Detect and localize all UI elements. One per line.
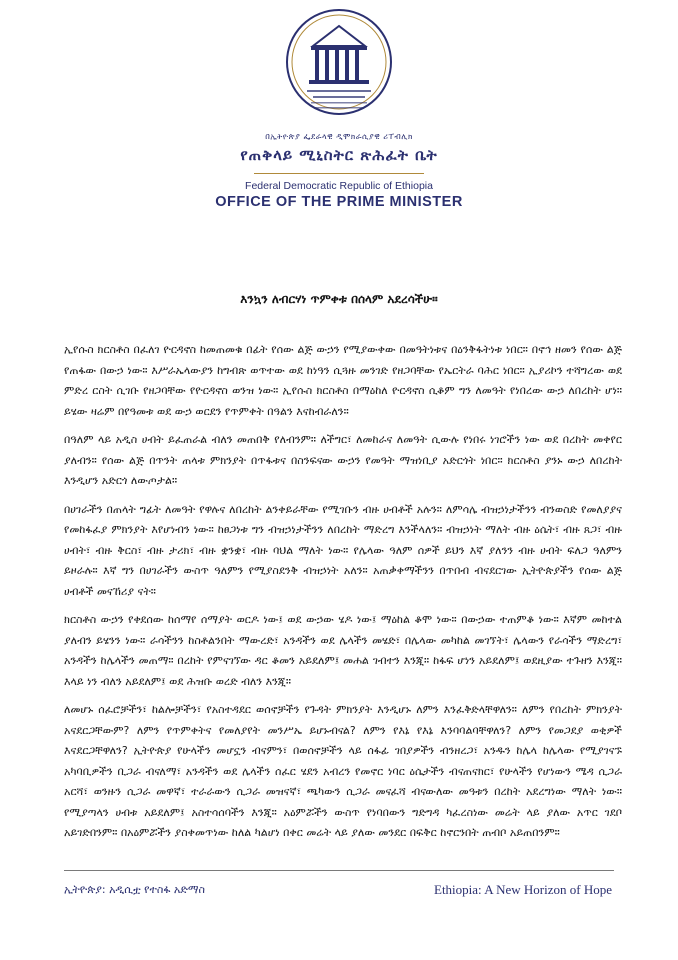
amharic-office-title: የጠቅላይ ሚኒስትር ጽሕፈት ቤት (240, 146, 438, 164)
prime-minister-office-emblem (273, 6, 405, 130)
paragraph: ክርስቶስ ውኃን የቀደሰው ከሰማየ ሰማያት ወርዶ ነው፤ ወደ ውኃው ሄዶ ነው፤ ማዕከል ቆሞ ነው። በውኃው ተጠምቆ ነው። እኛም መከተል ያለብን ይሄንን ነው። ራሳችንን ከስቶልንበት ማውረድ፣ አንዳችን ወደ ሌላችን መሄድ፣ በሌላው መካከል መገኘት፣ ሌላውን የራሳችን ማድረግ፣ አንዳችን ከሌላችን መጠማ። በረከት የምናገኘው ዳር ቆመን አይደለም፤ መሐል ገብተን እንጂ። ከፋፍ ሆነን አይደለም፤ ወደዚያው ተጉዘን እንጂ። እላይ ነን ብለን አይደለም፤ ወደ ሕዝቡ ወረድ ብለን እንጂ። (64, 613, 622, 688)
english-office-title: OFFICE OF THE PRIME MINISTER (215, 194, 463, 210)
document-body (64, 340, 622, 852)
paragraph: ለመሆኑ ሰፈሮቻችን፣ ከልሎቻችን፣ የአስተዳደር ወሰኖቻችን የጉዳት ምክንያት እንዲሆኑ ለምን እንፈቅድላቸዋለን። ለምን የበረከት ምክንያት አናደርጋቸውም? ለምን የጥምቀትና የመለያየት መንሥኤ ይሆኑብናል? ለምን የእኔ የእኔ እንባባልባቸዋለን? ለምን የመጋደያ ወቂዎች እናደርጋቸዋለን? ኢትዮጵያ የሁላችን መሆኗን ብናምን፣ በወሰኖቻችን ላይ ሰፋፊ ገበያዎችን ብንዘረጋ፣ አንዱን ከሌላ ከሌላው የሚያገናኙ አካባቢዎችን ቢጋራ ብናለማ፣ አንዳችን ወደ ሌላችን ሰፈር ሄደን አብረን የመኖር ነባር ዕሴታችን ብናጠናክር፣ የሁላችን የሆነውን ሜዳ ሲጋራ አርሻ፣ ወንዙን ሲጋራ መዋኛ፣ ተራራውን ሲጋራ መዝናኛ፣ ጫካውን ሲጋራ መናፈሻ ብናውለው መዓቱን በረከት አደረግነው ማለት ነው። የሚያጣላን ሀብቱ አይደለም፤ አስተሳሰባችን እንጂ። አዕምሯችን ውስጥ የነባበውን ግድግዳ ካፈረስነው መሬት ላይ ያለው አጥር ገደቦ አይገድበንም። በአዕምሯችን ያስቀመጥነው ከለል ካልሆነ በቀር መሬት ላይ ያለው መንደር በፍቅር ከኖርንበት ጠብቦ አይጠበንም። (64, 703, 622, 839)
document-title: እንኳን ለብርሃነ ጥምቀቱ በሰላም አደረሳችሁ። (240, 292, 438, 306)
footer-amharic-slogan: ኢትዮጵያ: አዲሲቷ የተስፋ አድማስ (64, 883, 205, 896)
footer-english-slogan: Ethiopia: A New Horizon of Hope (434, 882, 612, 897)
footer-divider (64, 870, 614, 871)
header-divider (254, 173, 424, 174)
paragraph: በዓለም ላይ አዲስ ሀብት ይፈጠራል ብለን መጠበቅ የለብንም። ለችግር፣ ለመከራና ለመዓት ሲውሉ የነበሩ ነገሮችን ነው ወደ በረከት መቀየር ያለብን። የሰው ልጅ በጥንት ጠላቱ ምክንያት በጥፋቱና በስንፍናው ውኃን የመዓት ማዝነቢያ አድርጎት ነበር። ክርስቶስ ያንኑ ውኃ ለበረከት እንዲሆን አድርጎ ለውጦታል። (64, 433, 622, 487)
paragraph: ኢየሱስ ክርስቶስ በፈለገ ዮርዳኖስ ከመጠመቁ በፊት የሰው ልጅ ውኃን የሚያውቀው በመዓትነቱና በዕንቅፋትነቱ ነበር። በኖኅ ዘመን የሰው ልጅ የጠፋው በውኃ ነው። እሥራኤላውያን ከግብጽ ወጥተው ወደ ከነዓን ሲጓዙ መንገድ የዘጋባቸው የኤርትራ ባሕር ነበር። ኢያሪኮን ተሻግረው ወደ ምድረ ርስት ሲገቡ የዘጋባቸው የዮርዳኖስ ወንዝ ነው። ኢየሱስ ክርስቶስ በማዕከለ ዮርዳኖስ ሲቆም ግን ለመዓት የነበረው ውኃ ለበረከት ሆነ። ይሄው ዛሬም በየዓመቱ ወደ ውኃ ወርደን የጥምቀት በዓልን እናከብራለን። (64, 343, 622, 418)
amharic-subtitle: በኢትዮጵያ ፌደራላዊ ዲሞክራሲያዊ ሪፐብሊክ (265, 132, 413, 141)
paragraph: በሀገራችን በጠላት ግፊት ለመዓት የዋሉና ለበረከት ልንቀይራቸው የሚገቡን ብዙ ሀብቶች አሉን። ለምሳሌ ብዝኃነታችንን ብንወስድ የመለያያና የመከፋፈያ ምክንያት እየሆነብን ነው። ከፀጋነቱ ግን ብዝኃነታችንን ለበረከት ማድረግ እንችላለን። ብዝኃነት ማለት ብዙ ዕሴት፣ ብዙ ጸጋ፣ ብዙ ሀብት፣ ብዙ ቅርስ፣ ብዙ ታሪክ፣ ብዙ ቋንቋ፣ ብዙ ባህል ማለት ነው። የሌላው ዓለም ሰዎች ይህን እኛ ያለንን ብዙ ሀብት ፍለጋ ዓለምን ይዞራሉ። እኛ ግን በሀገራችን ውስጥ ዓለምን የሚያስደንቅ ብዝኃነት አለን። አጠቃቀማችንን በጥበብ ብናደርገው ኢትዮጵያችን የሰው ልጅ ሀብቶች መናኸሪያ ናት። (64, 502, 622, 598)
english-subtitle: Federal Democratic Republic of Ethiopia (245, 180, 433, 192)
